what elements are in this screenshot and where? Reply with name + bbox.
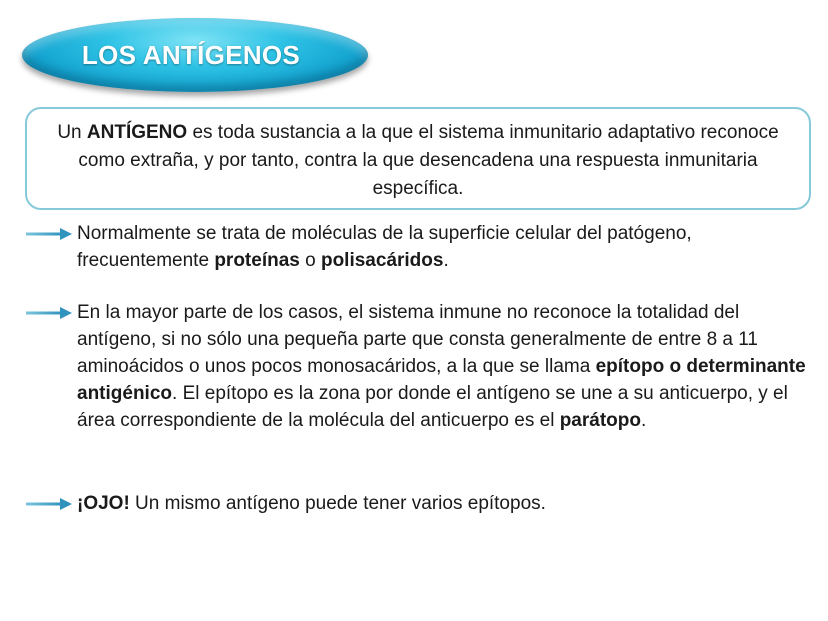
arrow-right-icon (26, 305, 72, 321)
bullet-3-bold-1: ¡OJO! (77, 493, 130, 514)
bullet-1-text-1: Normalmente se trata de moléculas de la superficie celular del patógeno, frecuentemente (77, 223, 692, 271)
bullet-item-2 (26, 299, 806, 434)
arrow-right-icon (26, 226, 72, 242)
bullet-item-1 (26, 220, 806, 274)
definition-text-1: Un (57, 122, 87, 143)
bullet-item-3 (26, 490, 806, 517)
bullet-2-bold-2: parátopo (559, 410, 641, 431)
definition-box (25, 107, 811, 210)
bullet-1-text-3: . (443, 250, 449, 271)
bullet-2-text-1: En la mayor parte de los casos, el sistema inmune no reconoce la totalidad del antígeno, si no sólo una pequeña parte que consta generalmente de entre 8 a 11 aminoácidos o unos pocos monosacáridos, a la que se llama (77, 302, 758, 377)
bullet-1-bold-1: proteínas (214, 250, 300, 271)
bullet-2-bold-1: epítopo o determinante antigénico (77, 356, 806, 404)
definition-text-2: es toda sustancia a la que el sistema inmunitario adaptativo reconoce como extraña, y por tanto, contra la que desencadena una respuesta inmunitaria específica. (78, 122, 779, 199)
bullet-2-text-3: . (640, 410, 647, 431)
bullet-3-text-1: Un mismo antígeno puede tener varios epítopos. (129, 493, 546, 514)
bullet-2-text-2: . El epítopo es la zona por donde el antígeno se une a su anticuerpo, y el área correspondiente de la molécula del anticuerpo es el (77, 383, 788, 431)
bullet-1-text-2: o (299, 250, 321, 271)
page-title: LOS ANTÍGENOS (81, 39, 301, 70)
definition-term: ANTÍGENO (86, 122, 188, 143)
arrow-right-icon (26, 496, 72, 512)
bullet-1-bold-2: polisacáridos (320, 250, 444, 271)
title-banner (22, 18, 368, 92)
